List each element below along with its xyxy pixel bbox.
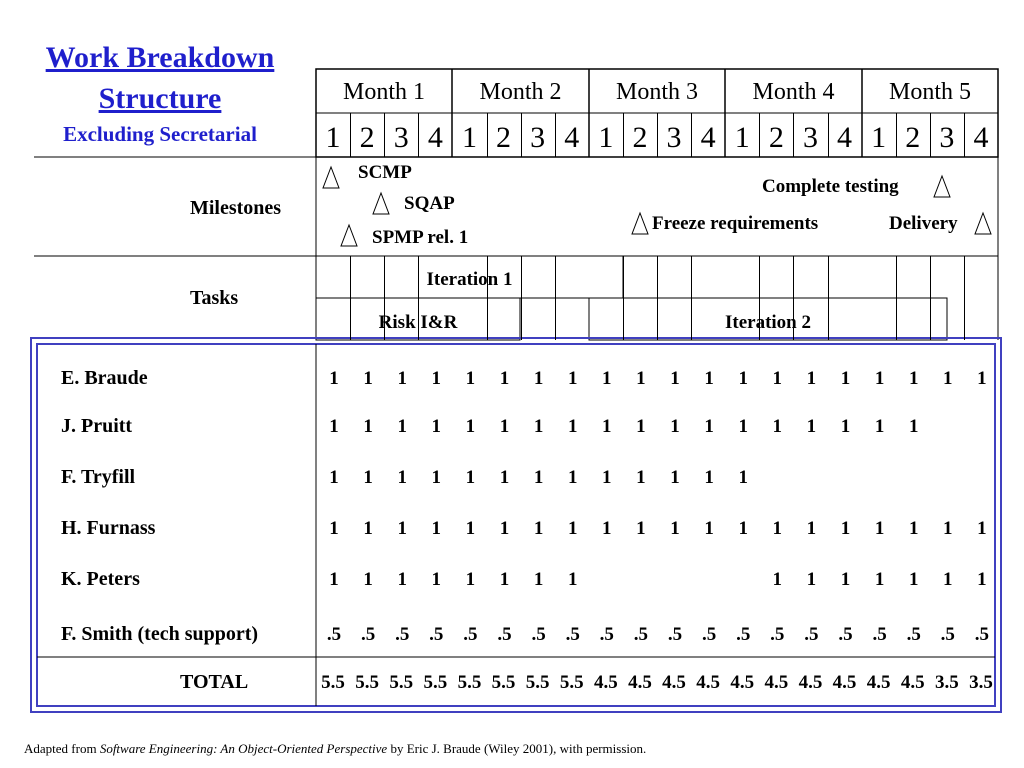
total-cell: 4.5 <box>764 672 789 693</box>
total-cell: 4.5 <box>593 672 618 693</box>
source-credit <box>24 741 646 757</box>
week-number: 4 <box>973 121 989 154</box>
effort-cell: 1 <box>533 467 544 488</box>
effort-cell: 1 <box>499 416 510 437</box>
total-cell: 4.5 <box>866 672 891 693</box>
effort-cell: 1 <box>670 467 680 488</box>
total-cell: 5.5 <box>355 672 380 693</box>
staff-name: J. Pruitt <box>61 415 133 437</box>
effort-cell: 1 <box>431 518 442 539</box>
effort-cell: 1 <box>704 368 714 389</box>
staff-name: E. Braude <box>61 367 148 389</box>
week-number: 2 <box>768 121 784 154</box>
effort-cell: 1 <box>465 368 476 389</box>
page-subtitle: Excluding Secretarial <box>63 122 257 146</box>
effort-cell: 1 <box>806 368 817 389</box>
week-number: 2 <box>496 121 512 154</box>
effort-cell: 1 <box>806 416 817 437</box>
effort-cell: 1 <box>499 467 510 488</box>
effort-cell: .5 <box>804 624 819 645</box>
milestones-label: Milestones <box>190 197 282 219</box>
staff-name: H. Furnass <box>61 517 156 539</box>
effort-cell: 1 <box>431 416 442 437</box>
total-cell: 5.5 <box>559 672 584 693</box>
week-number: 3 <box>666 121 682 154</box>
effort-cell: 1 <box>738 518 748 539</box>
effort-cell: .5 <box>463 624 478 645</box>
effort-cell: 1 <box>704 518 714 539</box>
total-cell: 5.5 <box>423 672 448 693</box>
effort-cell: .5 <box>736 624 751 645</box>
total-cell: 5.5 <box>457 672 482 693</box>
week-number: 3 <box>530 121 546 154</box>
effort-cell: 1 <box>397 416 407 437</box>
effort-cell: 1 <box>806 518 817 539</box>
effort-cell: 1 <box>329 569 339 590</box>
effort-cell: 1 <box>363 467 373 488</box>
effort-cell: 1 <box>567 368 578 389</box>
effort-cell: .5 <box>599 624 614 645</box>
month-1-header: Month 1 <box>342 79 425 105</box>
effort-cell: 1 <box>874 416 885 437</box>
effort-cell: 1 <box>772 416 783 437</box>
effort-cell: 1 <box>874 368 885 389</box>
milestone-freeze-requirements: Freeze requirements <box>652 213 819 234</box>
week-number: 1 <box>598 121 614 154</box>
week-number: 2 <box>632 121 648 154</box>
effort-cell: 1 <box>567 569 578 590</box>
effort-cell: 1 <box>533 416 544 437</box>
total-cell: 4.5 <box>696 672 721 693</box>
effort-cell: 1 <box>908 416 919 437</box>
total-label: TOTAL <box>180 671 249 693</box>
total-cell: 3.5 <box>969 672 993 693</box>
effort-cell: 1 <box>908 569 919 590</box>
week-number: 1 <box>734 121 750 154</box>
effort-cell: 1 <box>329 368 339 389</box>
effort-cell: 1 <box>465 467 476 488</box>
task-iteration-2: Iteration 2 <box>724 312 811 333</box>
month-5-header: Month 5 <box>888 79 971 105</box>
effort-cell: 1 <box>840 368 851 389</box>
effort-cell: 1 <box>636 416 646 437</box>
effort-cell: 1 <box>397 518 407 539</box>
effort-cell: 1 <box>772 368 783 389</box>
effort-cell: 1 <box>908 518 919 539</box>
effort-cell: 1 <box>704 467 714 488</box>
effort-cell: 1 <box>533 518 544 539</box>
credit-book-title: Software Engineering: An Object-Oriented Perspective <box>99 741 388 756</box>
effort-cell: 1 <box>499 518 510 539</box>
effort-cell: .5 <box>974 624 990 645</box>
month-4-header: Month 4 <box>752 79 835 105</box>
week-number: 1 <box>871 121 887 154</box>
effort-cell: 1 <box>329 518 339 539</box>
total-cell: 4.5 <box>628 672 652 693</box>
tasks-label: Tasks <box>190 287 239 309</box>
effort-cell: 1 <box>602 467 612 488</box>
credit-suffix: by Eric J. Braude (Wiley 2001), with permission. <box>387 741 647 756</box>
effort-cell: 1 <box>465 518 476 539</box>
effort-cell: 1 <box>874 518 885 539</box>
total-cell: 4.5 <box>900 672 925 693</box>
effort-cell: 1 <box>602 368 612 389</box>
milestone-scmp: SCMP <box>352 162 418 184</box>
total-cell: 4.5 <box>662 672 686 693</box>
total-cell: 5.5 <box>321 672 345 693</box>
total-cell: 5.5 <box>525 672 550 693</box>
effort-cell: .5 <box>838 624 853 645</box>
week-number: 4 <box>837 121 853 154</box>
staff-name: K. Peters <box>61 568 140 590</box>
effort-cell: 1 <box>329 467 339 488</box>
total-cell: 4.5 <box>798 672 823 693</box>
effort-cell: 1 <box>431 569 442 590</box>
effort-cell: .5 <box>770 624 785 645</box>
effort-cell: 1 <box>602 518 612 539</box>
milestone-delivery: Delivery <box>889 213 958 234</box>
effort-cell: .5 <box>940 624 955 645</box>
milestone-sqap: SQAP <box>404 193 455 214</box>
page-title: Work Breakdown <box>45 41 275 74</box>
total-cell: 4.5 <box>730 672 755 693</box>
milestone-complete-testing: Complete testing <box>762 176 899 197</box>
effort-cell: 1 <box>465 569 476 590</box>
effort-cell: 1 <box>636 467 646 488</box>
effort-cell: 1 <box>840 518 851 539</box>
effort-cell: 1 <box>602 416 612 437</box>
effort-cell: .5 <box>395 624 410 645</box>
effort-cell: 1 <box>977 569 987 590</box>
effort-cell: 1 <box>636 518 646 539</box>
effort-cell: 1 <box>738 416 748 437</box>
effort-cell: 1 <box>977 518 987 539</box>
effort-cell: 1 <box>908 368 919 389</box>
effort-cell: 1 <box>363 518 373 539</box>
page-title-line2: Structure <box>98 82 222 115</box>
effort-cell: 1 <box>431 368 442 389</box>
effort-cell: 1 <box>636 368 646 389</box>
effort-cell: 1 <box>567 518 578 539</box>
total-cell: 5.5 <box>491 672 516 693</box>
week-number: 2 <box>359 121 375 154</box>
milestone-spmp: SPMP rel. 1 <box>364 227 478 255</box>
staff-name: F. Tryfill <box>61 466 136 488</box>
effort-cell: 1 <box>943 368 953 389</box>
effort-cell: 1 <box>329 416 339 437</box>
month-3-header: Month 3 <box>615 79 698 105</box>
effort-cell: 1 <box>431 467 442 488</box>
credit-prefix: Adapted from <box>24 741 100 756</box>
month-2-header: Month 2 <box>479 79 562 105</box>
effort-cell: 1 <box>363 569 373 590</box>
effort-cell: .5 <box>906 624 921 645</box>
total-cell: 5.5 <box>389 672 414 693</box>
effort-cell: 1 <box>465 416 476 437</box>
effort-cell: .5 <box>429 624 444 645</box>
effort-cell: 1 <box>533 368 544 389</box>
total-cell: 4.5 <box>832 672 857 693</box>
effort-cell: 1 <box>943 518 953 539</box>
effort-cell: 1 <box>772 518 783 539</box>
effort-cell: .5 <box>565 624 580 645</box>
effort-cell: 1 <box>397 569 407 590</box>
effort-cell: 1 <box>738 368 748 389</box>
week-number: 3 <box>802 121 818 154</box>
effort-cell: 1 <box>874 569 885 590</box>
effort-cell: .5 <box>326 624 342 645</box>
effort-cell: 1 <box>977 368 987 389</box>
effort-cell: .5 <box>633 624 649 645</box>
effort-cell: 1 <box>943 569 953 590</box>
effort-cell: 1 <box>840 569 851 590</box>
effort-cell: 1 <box>397 368 407 389</box>
effort-cell: 1 <box>772 569 783 590</box>
total-cell: 3.5 <box>934 672 959 693</box>
effort-cell: .5 <box>360 624 376 645</box>
effort-cell: 1 <box>533 569 544 590</box>
week-number: 4 <box>564 121 580 154</box>
effort-cell: .5 <box>872 624 887 645</box>
effort-cell: 1 <box>397 467 407 488</box>
week-number: 2 <box>905 121 921 154</box>
task-grid-line <box>964 256 965 340</box>
effort-cell: 1 <box>670 368 680 389</box>
week-number: 3 <box>939 121 955 154</box>
effort-cell: .5 <box>667 624 683 645</box>
effort-cell: 1 <box>670 416 680 437</box>
task-risk-ir: Risk I&R <box>378 312 458 333</box>
effort-cell: 1 <box>670 518 680 539</box>
effort-cell: 1 <box>499 368 510 389</box>
week-number: 4 <box>427 121 443 154</box>
effort-cell: 1 <box>363 368 373 389</box>
effort-cell: 1 <box>567 416 578 437</box>
effort-cell: 1 <box>704 416 714 437</box>
effort-cell: .5 <box>701 624 717 645</box>
staff-name: F. Smith (tech support) <box>61 623 259 645</box>
week-number: 1 <box>325 121 341 154</box>
week-number: 3 <box>393 121 409 154</box>
effort-cell: .5 <box>531 624 546 645</box>
effort-cell: 1 <box>738 467 748 488</box>
effort-cell: 1 <box>806 569 817 590</box>
effort-cell: 1 <box>363 416 373 437</box>
week-number: 4 <box>700 121 716 154</box>
effort-cell: 1 <box>499 569 510 590</box>
task-iteration-1: Iteration 1 <box>426 269 513 290</box>
effort-cell: 1 <box>567 467 578 488</box>
effort-cell: 1 <box>840 416 851 437</box>
week-number: 1 <box>461 121 477 154</box>
effort-cell: .5 <box>497 624 512 645</box>
